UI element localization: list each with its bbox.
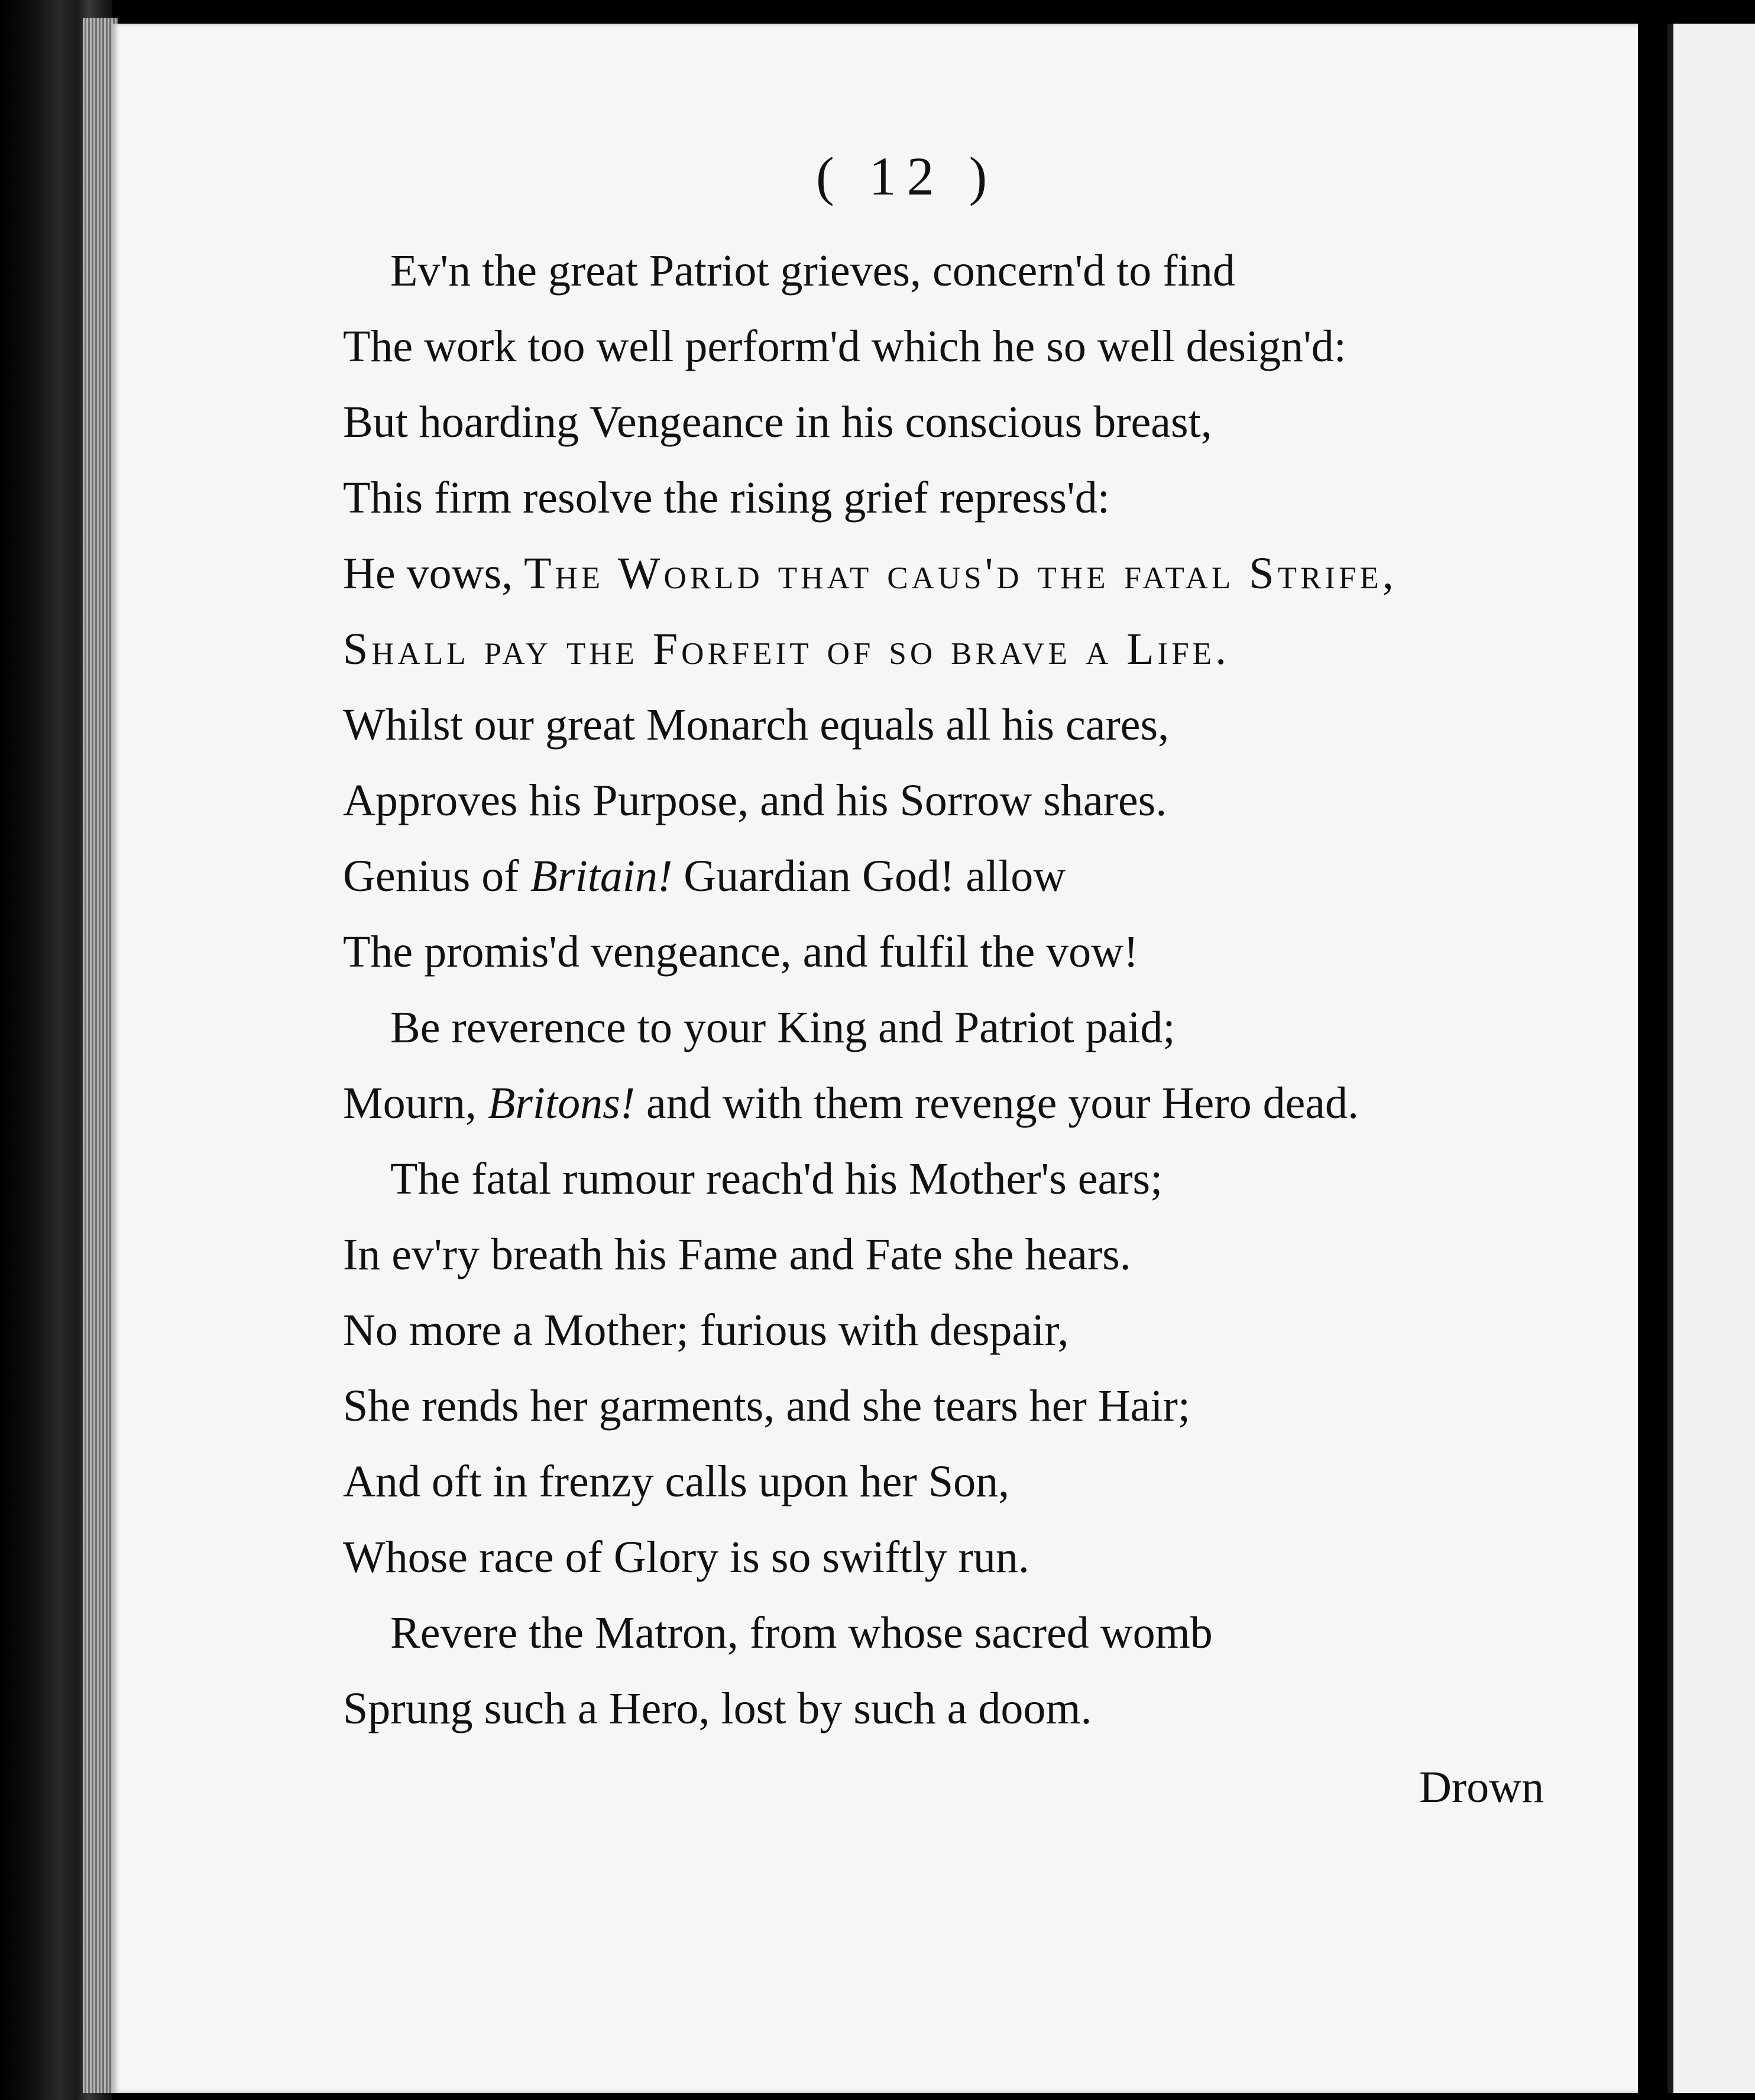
verse-line: No more a Mother; furious with despair,: [343, 1305, 1069, 1355]
verse-text: He vows,: [343, 549, 524, 598]
verse-line: Approves his Purpose, and his Sorrow shares.: [343, 776, 1167, 825]
verse-line: This firm resolve the rising grief repress'd:: [343, 473, 1110, 523]
verse-line: The fatal rumour reach'd his Mother's ears;: [390, 1154, 1163, 1204]
verse-line: [343, 1078, 1359, 1128]
verse-line: Be reverence to your King and Patriot paid;: [390, 1003, 1176, 1052]
verse-line: [343, 851, 1066, 901]
italic-text: Britain!: [530, 851, 673, 901]
small-caps-text: The World that caus'd the fatal Strife,: [524, 549, 1397, 598]
verse-line: But hoarding Vengeance in his conscious breast,: [343, 397, 1212, 447]
verse-line: In ev'ry breath his Fame and Fate she hears.: [343, 1230, 1131, 1279]
verse-text: Mourn,: [343, 1078, 488, 1128]
catchword: Drown: [1419, 1762, 1544, 1812]
italic-text: Britons!: [487, 1078, 636, 1128]
verse-line: She rends her garments, and she tears her Hair;: [343, 1381, 1190, 1431]
verse-text: and with them revenge your Hero dead.: [635, 1078, 1359, 1128]
verse-line: And oft in frenzy calls upon her Son,: [343, 1457, 1010, 1506]
verse-text: Guardian God! allow: [672, 851, 1066, 901]
verse-line: Shall pay the Forfeit of so brave a Life.: [343, 624, 1231, 674]
verse-line: The work too well perform'd which he so well design'd:: [343, 322, 1346, 371]
verse-line: [343, 551, 1397, 596]
verse-line: Ev'n the great Patriot grieves, concern'd to find: [390, 246, 1235, 296]
verse-line: Whilst our great Monarch equals all his cares,: [343, 700, 1170, 750]
page-number: ( 12 ): [816, 146, 998, 206]
verse-line: Sprung such a Hero, lost by such a doom.: [343, 1684, 1092, 1733]
facing-page-strip: [1667, 24, 1755, 2093]
verse-line: The promis'd vengeance, and fulfil the vow!: [343, 927, 1139, 977]
verse-line: Whose race of Glory is so swiftly run.: [343, 1532, 1029, 1582]
verse-line: Revere the Matron, from whose sacred womb: [390, 1608, 1213, 1658]
verse-text: Genius of: [343, 851, 530, 901]
